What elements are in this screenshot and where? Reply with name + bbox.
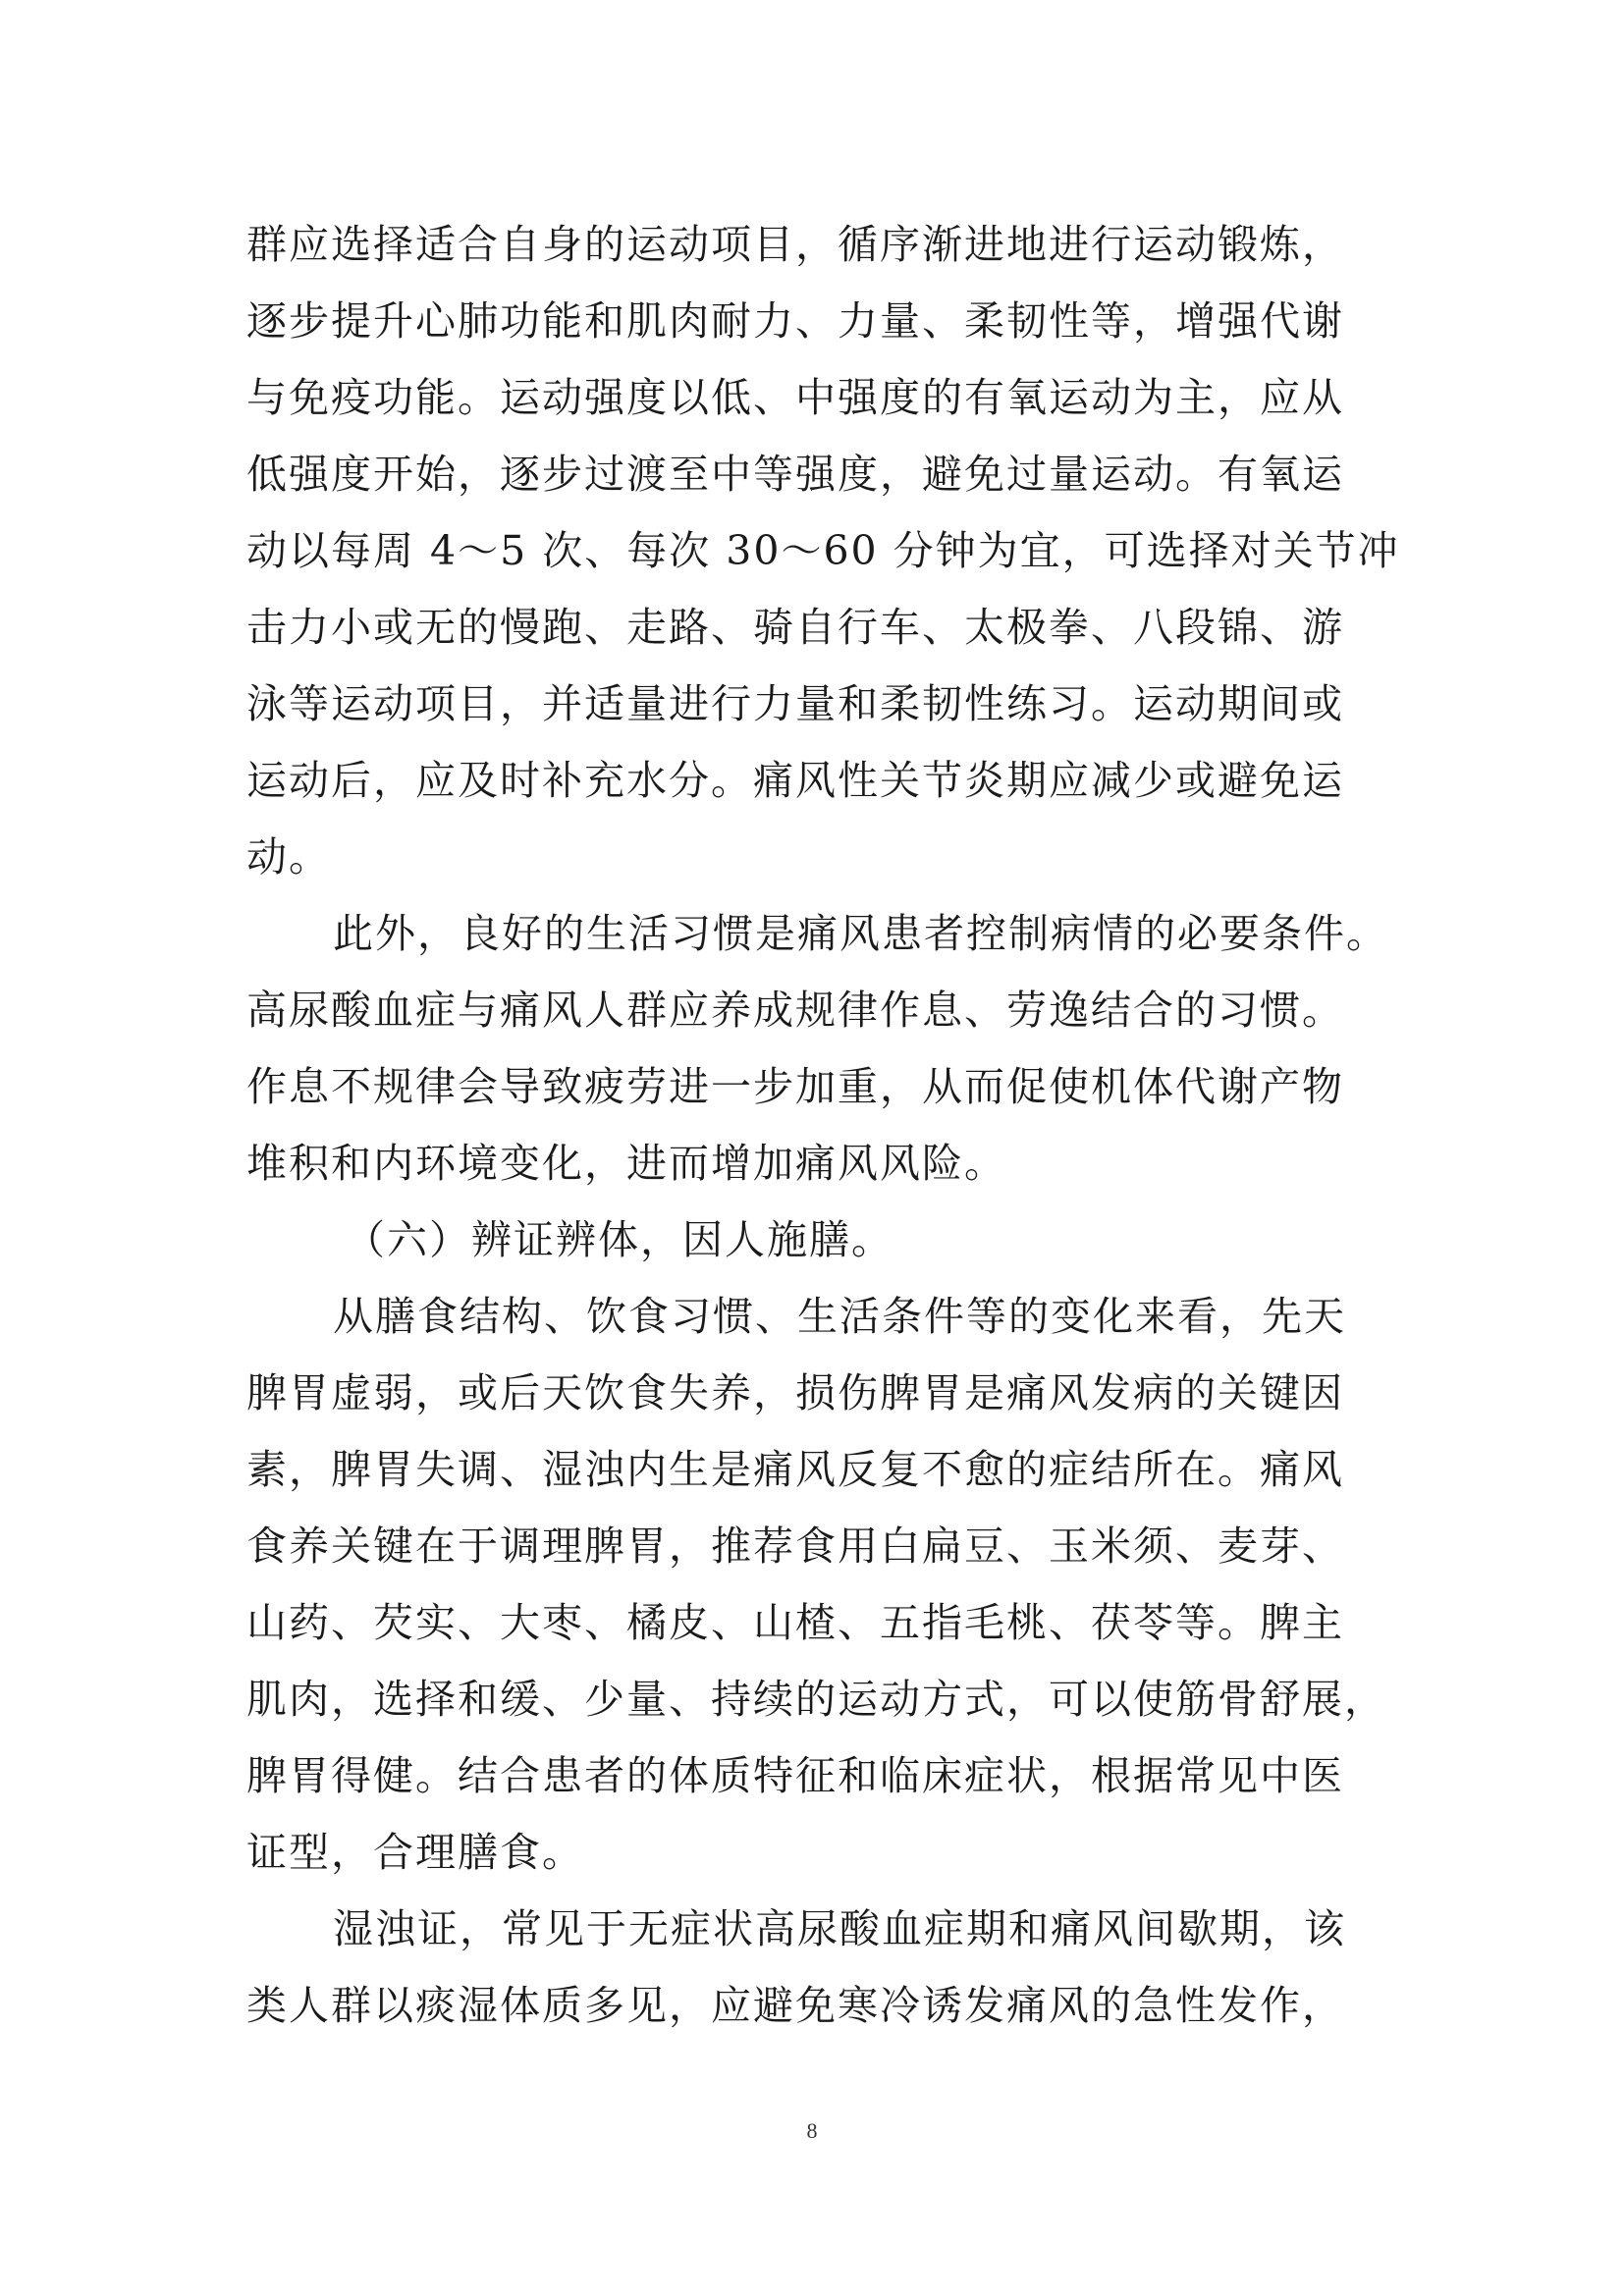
text-line: 脾胃虚弱，或后天饮食失养，损伤脾胃是痛风发病的关键因 [246, 1369, 1344, 1416]
text-line: 高尿酸血症与痛风人群应养成规律作息、劳逸结合的习惯。 [246, 987, 1344, 1034]
text-line: 堆积和内环境变化，进而增加痛风风险。 [246, 1140, 1006, 1187]
text-line: 作息不规律会导致疲劳进一步加重，从而促使机体代谢产物 [246, 1063, 1344, 1110]
text-line: 动。 [246, 833, 331, 881]
text-line: 山药、芡实、大枣、橘皮、山楂、五指毛桃、茯苓等。脾主 [246, 1599, 1344, 1646]
text-line: 脾胃得健。结合患者的体质特征和临床症状，根据常见中医 [246, 1752, 1344, 1799]
text-line: 从膳食结构、饮食习惯、生活条件等的变化来看，先天 [333, 1293, 1346, 1340]
text-line: 群应选择适合自身的运动项目，循序渐进地进行运动锻炼， [246, 221, 1344, 268]
text-line: 食养关键在于调理脾胃，推荐食用白扁豆、玉米须、麦芽、 [246, 1522, 1344, 1570]
text-line: 泳等运动项目，并适量进行力量和柔韧性练习。运动期间或 [246, 680, 1344, 727]
section-heading: （六）辨证辨体，因人施膳。 [345, 1216, 893, 1263]
body-text [246, 206, 1400, 2044]
text-line: 证型，合理膳食。 [246, 1829, 584, 1876]
text-line: 逐步提升心肺功能和肌肉耐力、力量、柔韧性等，增强代谢 [246, 297, 1344, 345]
text-line: 与免疫功能。运动强度以低、中强度的有氧运动为主，应从 [246, 374, 1344, 421]
text-line: 类人群以痰湿体质多见，应避免寒冷诱发痛风的急性发作， [246, 1982, 1344, 2029]
text-line: 湿浊证，常见于无症状高尿酸血症期和痛风间歇期，该 [333, 1905, 1346, 1952]
text-line: 低强度开始，逐步过渡至中等强度，避免过量运动。有氧运 [246, 451, 1344, 498]
page-number: 8 [806, 2118, 818, 2143]
text-line: 此外，良好的生活习惯是痛风患者控制病情的必要条件。 [333, 910, 1388, 957]
text-line: 肌肉，选择和缓、少量、持续的运动方式，可以使筋骨舒展， [246, 1676, 1386, 1723]
text-line: 动以每周 4～5 次、每次 30～60 分钟为宜，可选择对关节冲 [246, 527, 1400, 574]
text-line: 运动后，应及时补充水分。痛风性关节炎期应减少或避免运 [246, 757, 1344, 804]
text-line: 击力小或无的慢跑、走路、骑自行车、太极拳、八段锦、游 [246, 604, 1344, 651]
text-line: 素，脾胃失调、湿浊内生是痛风反复不愈的症结所在。痛风 [246, 1446, 1344, 1493]
